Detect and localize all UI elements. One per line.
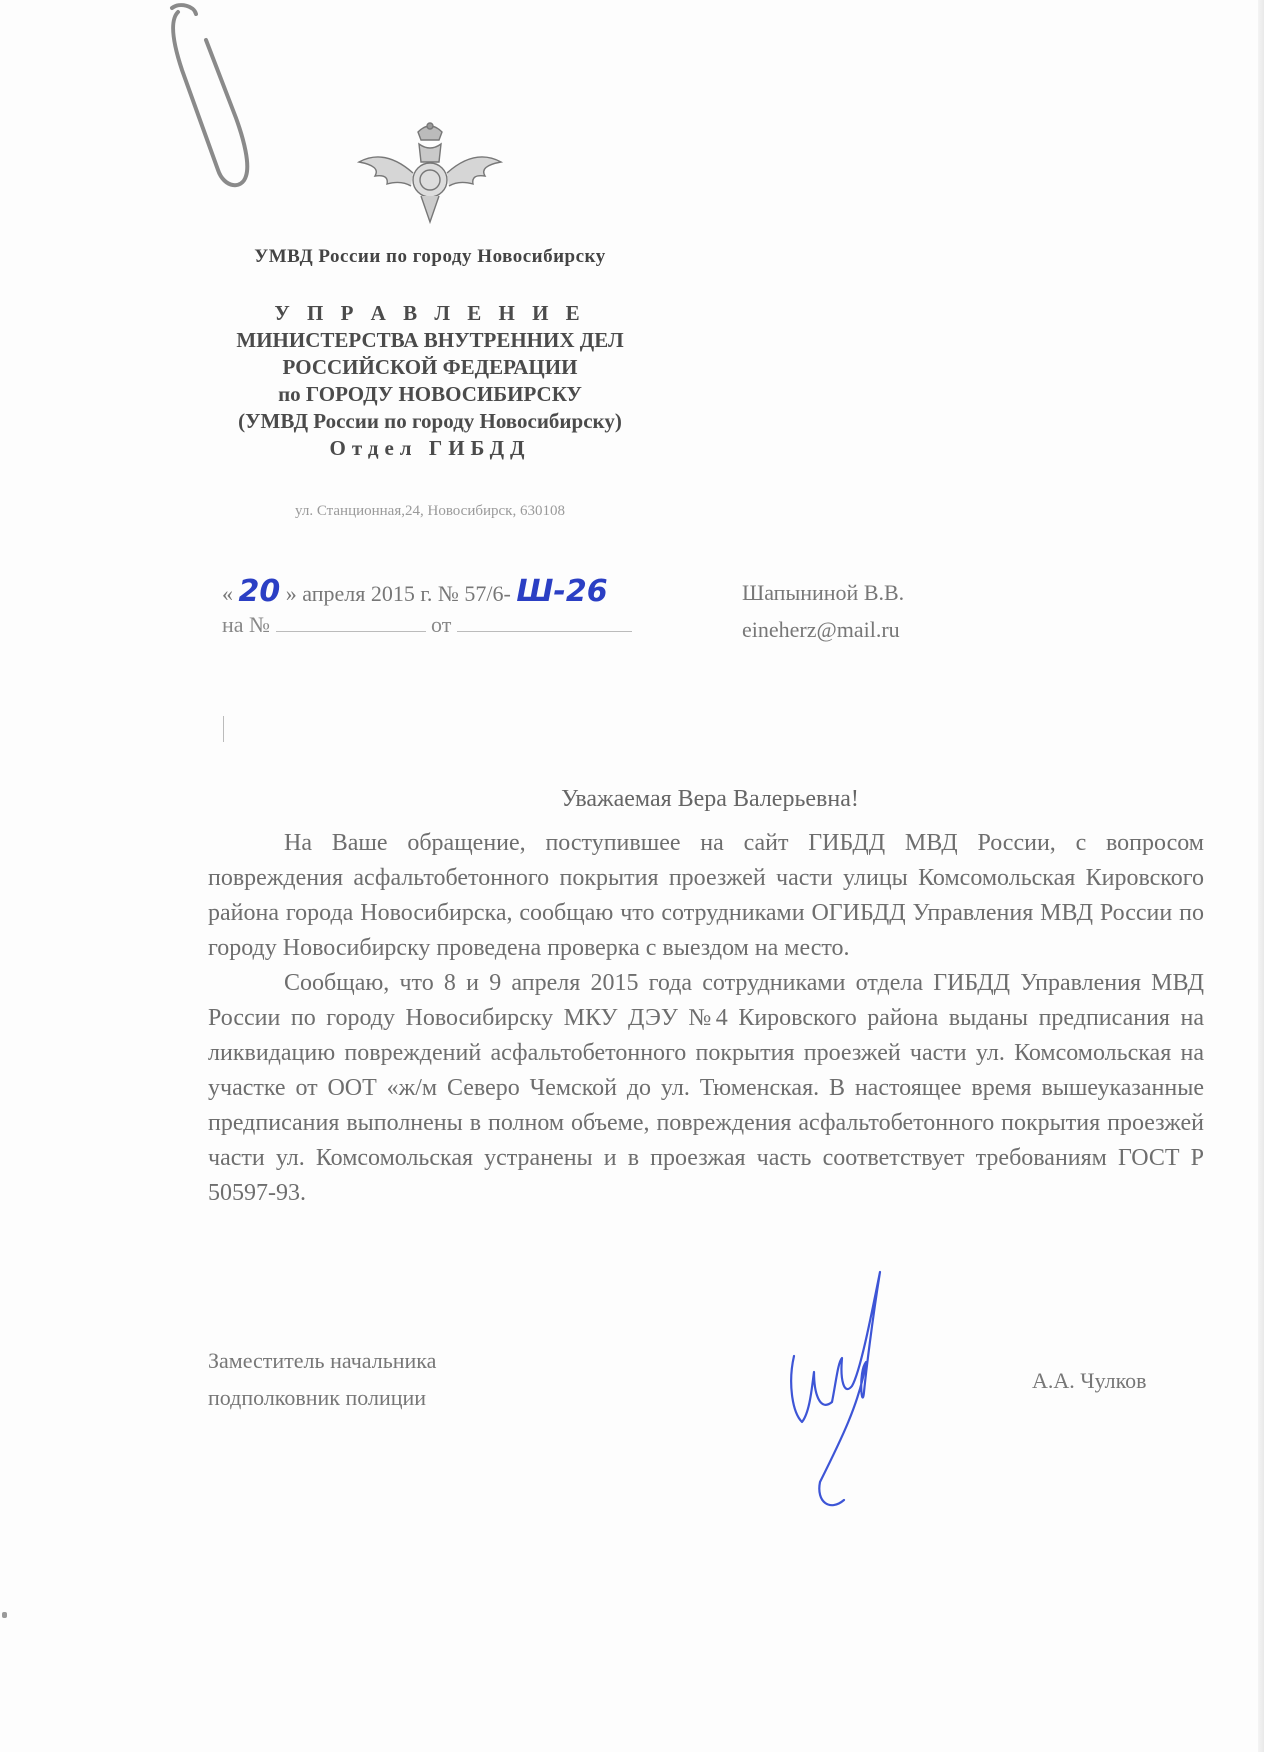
- scan-speck: [2, 1612, 7, 1618]
- body-paragraph: На Ваше обращение, поступившее на сайт ГИБДД МВД России, с вопросом повреждения асфальтобетонного покрытия проезжей части улицы Комсомольская Кировского района города Новосибирска, сообщаю что сотрудниками ОГИБДД Управления МВД России по городу Новосибирску проведена проверка с выездом на место.: [208, 830, 1204, 961]
- handwritten-number: Ш-26: [516, 574, 608, 609]
- quote-open: «: [222, 581, 233, 606]
- signatory-position: [208, 1342, 436, 1416]
- header-line: Отдел ГИБДД: [329, 436, 531, 460]
- letterhead-header: [150, 300, 710, 462]
- position-line: Заместитель начальника: [208, 1348, 437, 1373]
- reference-date-text: » апреля 2015 г. № 57/6-: [285, 581, 511, 606]
- salutation: Уважаемая Вера Валерьевна!: [561, 786, 859, 812]
- margin-mark: [223, 716, 224, 742]
- position-line: подполковник полиции: [208, 1385, 427, 1410]
- reply-date-blank: [457, 613, 632, 632]
- org-address: ул. Станционная,24, Новосибирск, 630108: [295, 503, 565, 519]
- handwritten-signature: [780, 1262, 900, 1522]
- header-line: по ГОРОДУ НОВОСИБИРСКУ: [278, 382, 582, 406]
- mvd-emblem-icon: [355, 118, 505, 238]
- paperclip-icon: [160, 0, 270, 200]
- letter-body: [208, 826, 1204, 1211]
- reply-number-blank: [276, 613, 426, 632]
- reference-date-line: [222, 574, 608, 609]
- reply-reference-line: [222, 612, 632, 638]
- org-short-name: УМВД России по городу Новосибирску: [254, 246, 606, 267]
- header-line: МИНИСТЕРСТВА ВНУТРЕННИХ ДЕЛ: [236, 328, 624, 352]
- recipient-email: eineherz@mail.ru: [742, 617, 900, 642]
- page-edge: [1258, 0, 1264, 1752]
- signatory-name: А.А. Чулков: [1032, 1368, 1147, 1393]
- header-line: (УМВД России по городу Новосибирску): [238, 409, 622, 433]
- reply-from: от: [431, 612, 452, 637]
- handwritten-day: 20: [238, 574, 281, 609]
- recipient-name: Шапыниной В.В.: [742, 580, 905, 605]
- body-paragraph: Сообщаю, что 8 и 9 апреля 2015 года сотрудниками отдела ГИБДД Управления МВД России по городу Новосибирску МКУ ДЭУ №4 Кировского района выданы предписания на ликвидацию повреждений асфальтобетонного покрытия проезжей части ул. Комсомольская на участке от ООТ «ж/м Северо Чемской до ул. Тюменская. В настоящее время вышеуказанные предписания выполнены в полном объеме, повреждения асфальтобетонного покрытия проезжей части ул. Комсомольская устранены и в проезжая часть соответствует требованиям ГОСТ Р 50597-93.: [208, 970, 1204, 1206]
- recipient-block: [742, 574, 904, 648]
- reply-prefix: на №: [222, 612, 271, 637]
- header-line: У П Р А В Л Е Н И Е: [274, 301, 586, 325]
- header-line: РОССИЙСКОЙ ФЕДЕРАЦИИ: [282, 355, 578, 379]
